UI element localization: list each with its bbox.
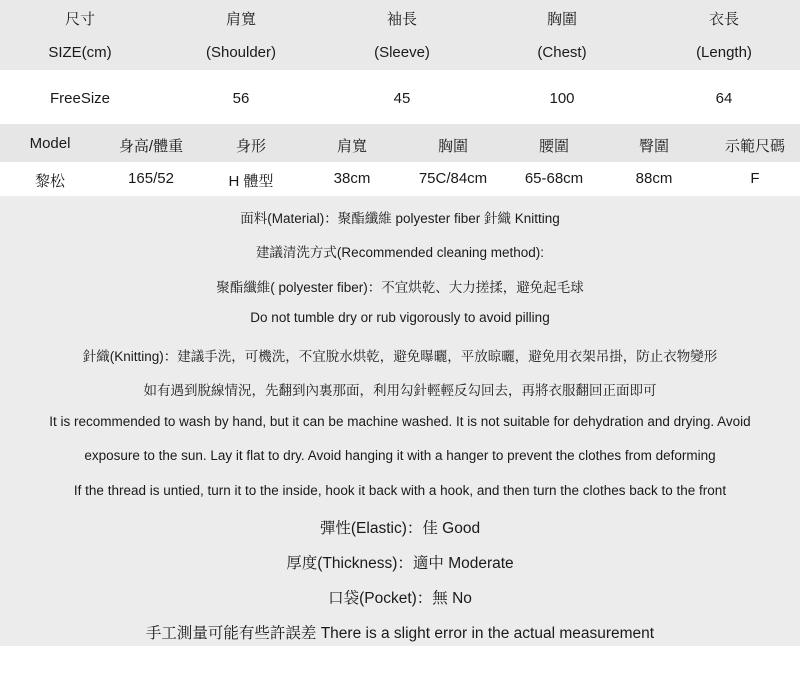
material-note: 面料(Material)：聚酯纖維 polyester fiber 針織 Knitting: [240, 211, 560, 226]
demo-size-header: 示範尺碼: [724, 138, 786, 155]
height-weight-header: 身高/體重: [118, 138, 184, 155]
size-header-en: SIZE(cm): [48, 44, 112, 61]
polyester-care-zh: 聚酯纖維( polyester fiber)：不宜烘乾、大力搓揉，避免起毛球: [216, 280, 584, 295]
chest-header-en: (Chest): [537, 44, 587, 61]
sleeve-header-zh: 袖長: [386, 11, 418, 28]
sleeve-value: 45: [393, 90, 411, 107]
chest-value: 100: [549, 90, 575, 107]
cleaning-method-heading: 建議清洗方式(Recommended cleaning method):: [255, 245, 545, 260]
model-table-row: [0, 162, 800, 196]
length-header-en: (Length): [696, 44, 752, 61]
height-weight-value: 165/52: [128, 170, 174, 187]
size-table-header: [0, 0, 800, 70]
model-name: 黎松: [34, 173, 66, 190]
bust-header: 胸圍: [437, 138, 469, 155]
model-table-header: [0, 124, 800, 162]
size-table-row: [0, 70, 800, 124]
elastic-note: 彈性(Elastic)：佳 Good: [319, 520, 481, 537]
measurement-error-note: 手工測量可能有些許誤差 There is a slight error in the actual measurement: [145, 625, 655, 642]
sleeve-header-en: (Sleeve): [374, 44, 430, 61]
knitting-care-en-line1: It is recommended to wash by hand, but it can be machine washed. It is not suitable for dehydration and drying. Avoid: [49, 414, 751, 429]
hip-value: 88cm: [635, 170, 673, 187]
length-header-zh: 衣長: [708, 11, 740, 28]
size-value: FreeSize: [49, 90, 111, 107]
length-value: 64: [715, 90, 733, 107]
size-header-zh: 尺寸: [64, 11, 96, 28]
thread-repair-zh: 如有遇到脫線情況，先翻到內裏那面，利用勾針輕輕反勾回去，再將衣服翻回正面即可: [143, 383, 657, 398]
waist-header: 腰圍: [538, 138, 570, 155]
shoulder-header-en: (Shoulder): [205, 44, 277, 61]
model-header: Model: [29, 135, 71, 152]
chest-header-zh: 胸圍: [546, 11, 578, 28]
waist-value: 65-68cm: [524, 170, 584, 187]
shoulder-value: 56: [232, 90, 250, 107]
pocket-note: 口袋(Pocket)：無 No: [328, 590, 472, 607]
bust-value: 75C/84cm: [418, 170, 488, 187]
hip-header: 臀圍: [638, 138, 670, 155]
body-type-value: H 體型: [228, 173, 274, 190]
shoulder-header: 肩寬: [336, 138, 368, 155]
thickness-note: 厚度(Thickness)：適中 Moderate: [286, 555, 514, 572]
demo-size-value: F: [750, 170, 760, 187]
knitting-care-en-line2: exposure to the sun. Lay it flat to dry. Avoid hanging it with a hanger to prevent the clothes from deforming: [84, 448, 716, 463]
thread-repair-en: If the thread is untied, turn it to the inside, hook it back with a hook, and then turn the clothes back to the front: [73, 483, 727, 498]
shoulder-header-zh: 肩寬: [225, 11, 257, 28]
care-notes: [0, 196, 800, 646]
body-type-header: 身形: [235, 138, 267, 155]
shoulder-value: 38cm: [333, 170, 371, 187]
knitting-care-zh: 針織(Knitting)：建議手洗，可機洗，不宜脫水烘乾，避免曝曬，平放晾曬，避免用衣架吊掛，防止衣物變形: [82, 349, 718, 364]
polyester-care-en: Do not tumble dry or rub vigorously to avoid pilling: [250, 310, 550, 325]
